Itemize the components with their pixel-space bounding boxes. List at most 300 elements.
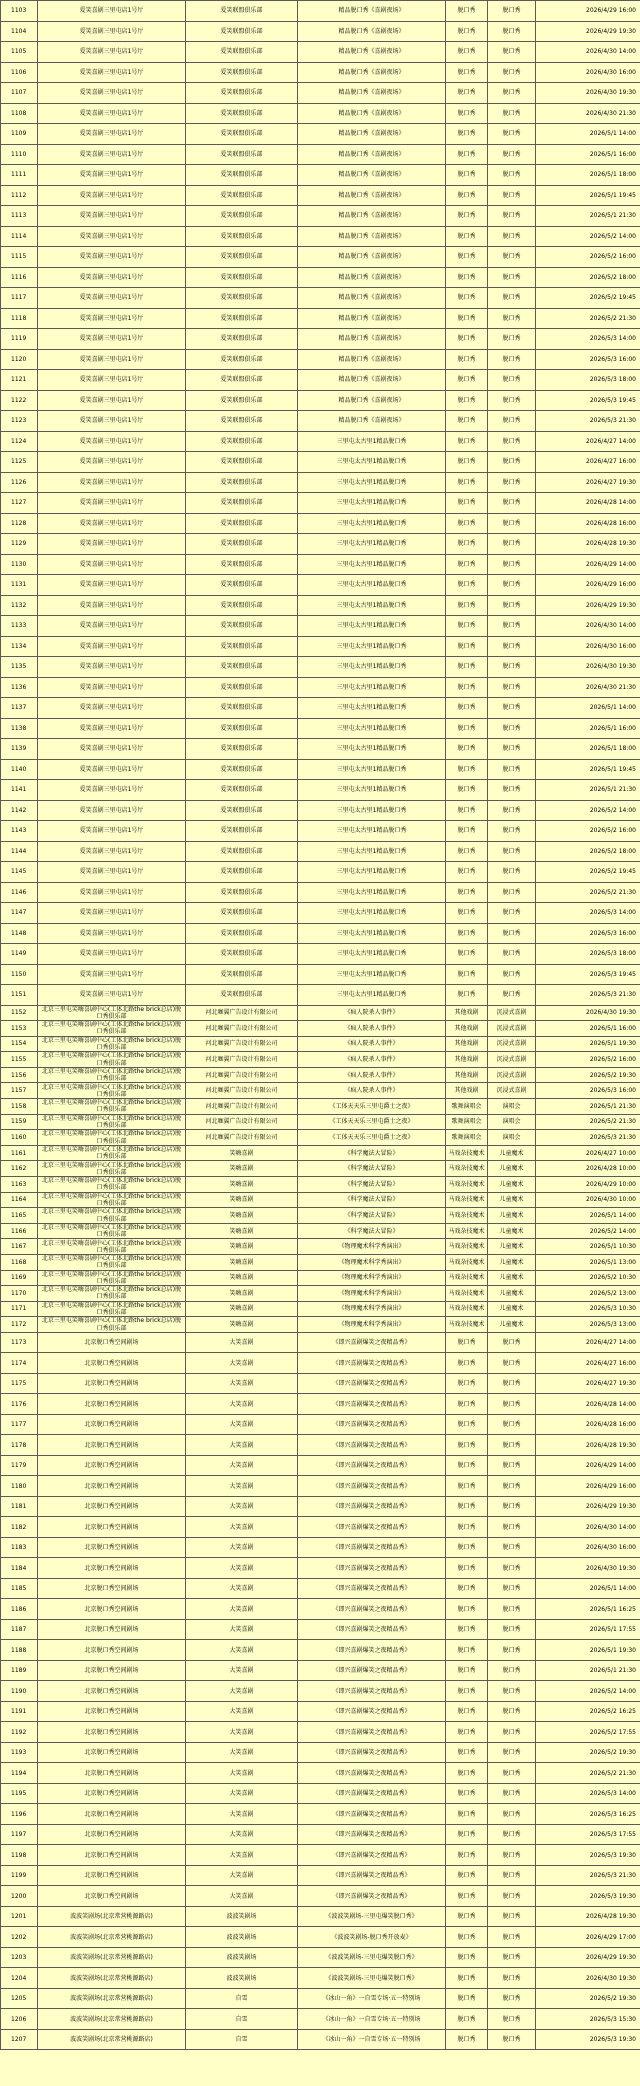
- show-time-cell: 2026/4/28 16:00: [536, 513, 640, 534]
- show-time-cell: 2026/5/3 10:30: [536, 1301, 640, 1317]
- show-title-cell: 精品脱口秀《喜剧夜场》: [298, 21, 446, 42]
- category-cell: 脱口秀: [446, 267, 488, 288]
- subcategory-cell: 脱口秀: [488, 1496, 536, 1517]
- row-id: 1123: [1, 411, 38, 432]
- table-row: [1, 1476, 640, 1497]
- organizer-cell: 大笑喜剧: [186, 1578, 298, 1599]
- show-time-cell: 2026/5/1 16:25: [536, 1599, 640, 1620]
- subcategory-cell: 儿童魔术: [488, 1255, 536, 1271]
- row-id: 1193: [1, 1742, 38, 1763]
- row-id: 1145: [1, 862, 38, 883]
- show-title-cell: 《即兴喜剧爆笑之夜精品秀》: [298, 1824, 446, 1845]
- show-title-cell: 三里屯太古里1精品脱口秀: [298, 882, 446, 903]
- table-row: [1, 308, 640, 329]
- show-title-cell: 精品脱口秀《喜剧夜场》: [298, 411, 446, 432]
- venue-cell: 北京脱口秀空间剧场: [38, 1886, 186, 1907]
- venue-cell: 北京脱口秀空间剧场: [38, 1619, 186, 1640]
- show-title-cell: 《科学魔法大冒险》: [298, 1177, 446, 1193]
- show-time-cell: 2026/5/3 18:00: [536, 370, 640, 391]
- row-id: 1167: [1, 1239, 38, 1255]
- show-time-cell: 2026/5/1 10:30: [536, 1239, 640, 1255]
- venue-cell: 北京三里屯笑嗨喜剧中心(工体北路the brick总店)脱口秀俱乐部: [38, 1286, 186, 1302]
- show-title-cell: 精品脱口秀《喜剧夜场》: [298, 1, 446, 22]
- organizer-cell: 河北咖翼广告设计有限公司: [186, 1052, 298, 1068]
- category-cell: 脱口秀: [446, 1763, 488, 1784]
- show-title-cell: 三里屯太古里1精品脱口秀: [298, 534, 446, 555]
- show-time-cell: 2026/5/3 21:30: [536, 411, 640, 432]
- category-cell: 歌舞演唱会: [446, 1114, 488, 1130]
- subcategory-cell: 脱口秀: [488, 595, 536, 616]
- venue-cell: 北京三里屯笑嗨喜剧中心(工体北路the brick总店)脱口秀俱乐部: [38, 1255, 186, 1271]
- table-row: [1, 390, 640, 411]
- show-title-cell: 三里屯太古里1精品脱口秀: [298, 657, 446, 678]
- row-id: 1142: [1, 800, 38, 821]
- organizer-cell: 河北咖翼广告设计有限公司: [186, 1036, 298, 1052]
- organizer-cell: 爱笑联盟俱乐部: [186, 247, 298, 268]
- show-title-cell: 三里屯太古里1精品脱口秀: [298, 739, 446, 760]
- table-row: [1, 718, 640, 739]
- show-time-cell: 2026/5/1 19:30: [536, 1640, 640, 1661]
- row-id: 1140: [1, 759, 38, 780]
- organizer-cell: 大笑喜剧: [186, 1414, 298, 1435]
- table-row: [1, 841, 640, 862]
- table-row: [1, 1239, 640, 1255]
- row-id: 1104: [1, 21, 38, 42]
- show-time-cell: 2026/5/3 19:45: [536, 964, 640, 985]
- show-title-cell: 精品脱口秀《喜剧夜场》: [298, 206, 446, 227]
- row-id: 1155: [1, 1052, 38, 1068]
- subcategory-cell: 脱口秀: [488, 821, 536, 842]
- show-title-cell: 精品脱口秀《喜剧夜场》: [298, 42, 446, 63]
- subcategory-cell: 脱口秀: [488, 1476, 536, 1497]
- show-title-cell: 《即兴喜剧爆笑之夜精品秀》: [298, 1763, 446, 1784]
- show-time-cell: 2026/5/3 19:30: [536, 1845, 640, 1866]
- show-time-cell: 2026/5/3 21:30: [536, 985, 640, 1006]
- table-row: [1, 1783, 640, 1804]
- show-time-cell: 2026/5/2 19:45: [536, 862, 640, 883]
- show-title-cell: 《物理魔术科学秀演出》: [298, 1270, 446, 1286]
- venue-cell: 波波笑剧场(北京常营桃源路店): [38, 2009, 186, 2030]
- show-title-cell: 《疯人院杀人事件》: [298, 1067, 446, 1083]
- venue-cell: 爱笑喜剧三里屯店1号厅: [38, 677, 186, 698]
- show-time-cell: 2026/5/2 21:30: [536, 308, 640, 329]
- venue-cell: 爱笑喜剧三里屯店1号厅: [38, 821, 186, 842]
- category-cell: 脱口秀: [446, 718, 488, 739]
- subcategory-cell: 脱口秀: [488, 1742, 536, 1763]
- organizer-cell: 爱笑联盟俱乐部: [186, 206, 298, 227]
- subcategory-cell: 沉浸式喜剧: [488, 1067, 536, 1083]
- category-cell: 脱口秀: [446, 83, 488, 104]
- show-title-cell: 《即兴喜剧爆笑之夜精品秀》: [298, 1865, 446, 1886]
- row-id: 1150: [1, 964, 38, 985]
- organizer-cell: 自雪: [186, 1988, 298, 2009]
- row-id: 1125: [1, 452, 38, 473]
- show-time-cell: 2026/5/1 14:00: [536, 698, 640, 719]
- category-cell: 其他戏剧: [446, 1005, 488, 1021]
- show-title-cell: 《即兴喜剧爆笑之夜精品秀》: [298, 1619, 446, 1640]
- row-id: 1171: [1, 1301, 38, 1317]
- row-id: 1169: [1, 1270, 38, 1286]
- venue-cell: 爱笑喜剧三里屯店1号厅: [38, 739, 186, 760]
- organizer-cell: 大笑喜剧: [186, 1783, 298, 1804]
- show-title-cell: 三里屯太古里1精品脱口秀: [298, 800, 446, 821]
- subcategory-cell: 脱口秀: [488, 636, 536, 657]
- show-title-cell: 精品脱口秀《喜剧夜场》: [298, 370, 446, 391]
- subcategory-cell: 脱口秀: [488, 862, 536, 883]
- show-time-cell: 2026/5/1 14:00: [536, 1578, 640, 1599]
- row-id: 1121: [1, 370, 38, 391]
- organizer-cell: 爱笑联盟俱乐部: [186, 923, 298, 944]
- show-title-cell: 《即兴喜剧爆笑之夜精品秀》: [298, 1804, 446, 1825]
- show-title-cell: 《科学魔法大冒险》: [298, 1145, 446, 1161]
- category-cell: 脱口秀: [446, 677, 488, 698]
- venue-cell: 爱笑喜剧三里屯店1号厅: [38, 124, 186, 145]
- row-id: 1170: [1, 1286, 38, 1302]
- venue-cell: 北京三里屯笑嗨喜剧中心(工体北路the brick总店)脱口秀俱乐部: [38, 1301, 186, 1317]
- subcategory-cell: 脱口秀: [488, 370, 536, 391]
- row-id: 1146: [1, 882, 38, 903]
- table-row: [1, 1824, 640, 1845]
- subcategory-cell: 沉浸式喜剧: [488, 1083, 536, 1099]
- show-title-cell: 《即兴喜剧爆笑之夜精品秀》: [298, 1886, 446, 1907]
- show-title-cell: 精品脱口秀《喜剧夜场》: [298, 247, 446, 268]
- organizer-cell: 河北咖翼广告设计有限公司: [186, 1099, 298, 1115]
- table-row: [1, 554, 640, 575]
- show-title-cell: 《即兴喜剧爆笑之夜精品秀》: [298, 1681, 446, 1702]
- row-id: 1152: [1, 1005, 38, 1021]
- venue-cell: 爱笑喜剧三里屯店1号厅: [38, 718, 186, 739]
- category-cell: 马戏杂技魔术: [446, 1255, 488, 1271]
- venue-cell: 北京脱口秀空间剧场: [38, 1578, 186, 1599]
- show-time-cell: 2026/4/28 14:00: [536, 493, 640, 514]
- organizer-cell: 爱笑联盟俱乐部: [186, 575, 298, 596]
- row-id: 1197: [1, 1824, 38, 1845]
- subcategory-cell: 脱口秀: [488, 185, 536, 206]
- row-id: 1206: [1, 2009, 38, 2030]
- show-title-cell: 《波波笑剧场-三里屯爆笑脱口秀》: [298, 1947, 446, 1968]
- show-time-cell: 2026/5/1 19:45: [536, 185, 640, 206]
- table-row: [1, 800, 640, 821]
- show-title-cell: 三里屯太古里1精品脱口秀: [298, 944, 446, 965]
- subcategory-cell: 儿童魔术: [488, 1223, 536, 1239]
- subcategory-cell: 脱口秀: [488, 1763, 536, 1784]
- show-title-cell: 三里屯太古里1精品脱口秀: [298, 718, 446, 739]
- show-title-cell: 《冰山一角》一自雪专场·五一特别场: [298, 2009, 446, 2030]
- subcategory-cell: 脱口秀: [488, 780, 536, 801]
- table-row: [1, 1517, 640, 1538]
- venue-cell: 爱笑喜剧三里屯店1号厅: [38, 144, 186, 165]
- row-id: 1201: [1, 1906, 38, 1927]
- venue-cell: 爱笑喜剧三里屯店1号厅: [38, 206, 186, 227]
- show-time-cell: 2026/4/30 10:00: [536, 1192, 640, 1208]
- subcategory-cell: 脱口秀: [488, 1455, 536, 1476]
- show-title-cell: 《即兴喜剧爆笑之夜精品秀》: [298, 1353, 446, 1374]
- show-time-cell: 2026/4/29 14:00: [536, 554, 640, 575]
- category-cell: 马戏杂技魔术: [446, 1192, 488, 1208]
- row-id: 1203: [1, 1947, 38, 1968]
- row-id: 1184: [1, 1558, 38, 1579]
- category-cell: 脱口秀: [446, 390, 488, 411]
- venue-cell: 爱笑喜剧三里屯店1号厅: [38, 759, 186, 780]
- row-id: 1124: [1, 431, 38, 452]
- table-row: [1, 493, 640, 514]
- show-title-cell: 精品脱口秀《喜剧夜场》: [298, 103, 446, 124]
- row-id: 1119: [1, 329, 38, 350]
- organizer-cell: 河北咖翼广告设计有限公司: [186, 1130, 298, 1146]
- row-id: 1116: [1, 267, 38, 288]
- table-row: [1, 1145, 640, 1161]
- show-title-cell: 《物理魔术科学秀演出》: [298, 1255, 446, 1271]
- organizer-cell: 大笑喜剧: [186, 1886, 298, 1907]
- show-time-cell: 2026/4/28 19:30: [536, 1906, 640, 1927]
- organizer-cell: 大笑喜剧: [186, 1332, 298, 1353]
- organizer-cell: 大笑喜剧: [186, 1824, 298, 1845]
- show-title-cell: 精品脱口秀《喜剧夜场》: [298, 62, 446, 83]
- category-cell: 马戏杂技魔术: [446, 1239, 488, 1255]
- table-row: [1, 165, 640, 186]
- subcategory-cell: 脱口秀: [488, 1, 536, 22]
- show-time-cell: 2026/5/2 16:00: [536, 821, 640, 842]
- category-cell: 马戏杂技魔术: [446, 1301, 488, 1317]
- category-cell: 脱口秀: [446, 903, 488, 924]
- table-row: [1, 1317, 640, 1333]
- organizer-cell: 波波笑剧场: [186, 1927, 298, 1948]
- show-time-cell: 2026/5/2 19:45: [536, 288, 640, 309]
- table-row: [1, 1988, 640, 2009]
- organizer-cell: 大笑喜剧: [186, 1599, 298, 1620]
- table-row: [1, 1099, 640, 1115]
- table-row: [1, 1021, 640, 1037]
- venue-cell: 爱笑喜剧三里屯店1号厅: [38, 431, 186, 452]
- venue-cell: 北京三里屯笑嗨喜剧中心(工体北路the brick总店)脱口秀俱乐部: [38, 1052, 186, 1068]
- table-row: [1, 1394, 640, 1415]
- show-time-cell: 2026/5/1 17:55: [536, 1619, 640, 1640]
- table-row: [1, 431, 640, 452]
- subcategory-cell: 脱口秀: [488, 267, 536, 288]
- category-cell: 脱口秀: [446, 739, 488, 760]
- organizer-cell: 爱笑联盟俱乐部: [186, 452, 298, 473]
- show-title-cell: 《即兴喜剧爆笑之夜精品秀》: [298, 1722, 446, 1743]
- category-cell: 脱口秀: [446, 1640, 488, 1661]
- show-title-cell: 精品脱口秀《喜剧夜场》: [298, 144, 446, 165]
- subcategory-cell: 脱口秀: [488, 1332, 536, 1353]
- organizer-cell: 大笑喜剧: [186, 1619, 298, 1640]
- venue-cell: 爱笑喜剧三里屯店1号厅: [38, 226, 186, 247]
- category-cell: 马戏杂技魔术: [446, 1161, 488, 1177]
- show-title-cell: 《即兴喜剧爆笑之夜精品秀》: [298, 1578, 446, 1599]
- venue-cell: 爱笑喜剧三里屯店1号厅: [38, 370, 186, 391]
- category-cell: 马戏杂技魔术: [446, 1270, 488, 1286]
- venue-cell: 爱笑喜剧三里屯店1号厅: [38, 390, 186, 411]
- venue-cell: 波波笑剧场(北京常营桃源路店): [38, 1906, 186, 1927]
- show-time-cell: 2026/4/29 19:30: [536, 1496, 640, 1517]
- show-title-cell: 《即兴喜剧爆笑之夜精品秀》: [298, 1783, 446, 1804]
- show-time-cell: 2026/5/2 17:55: [536, 1722, 640, 1743]
- show-time-cell: 2026/4/30 16:00: [536, 1537, 640, 1558]
- venue-cell: 北京脱口秀空间剧场: [38, 1332, 186, 1353]
- organizer-cell: 爱笑联盟俱乐部: [186, 288, 298, 309]
- category-cell: 脱口秀: [446, 124, 488, 145]
- organizer-cell: 大笑喜剧: [186, 1373, 298, 1394]
- row-id: 1156: [1, 1067, 38, 1083]
- show-time-cell: 2026/5/2 14:00: [536, 800, 640, 821]
- subcategory-cell: 脱口秀: [488, 1824, 536, 1845]
- organizer-cell: 笑嗨喜剧: [186, 1145, 298, 1161]
- show-time-cell: 2026/5/2 16:00: [536, 1052, 640, 1068]
- table-row: [1, 1681, 640, 1702]
- row-id: 1157: [1, 1083, 38, 1099]
- subcategory-cell: 脱口秀: [488, 759, 536, 780]
- organizer-cell: 笑嗨喜剧: [186, 1317, 298, 1333]
- show-title-cell: 三里屯太古里1精品脱口秀: [298, 575, 446, 596]
- table-row: [1, 1845, 640, 1866]
- show-title-cell: 《科学魔法大冒险》: [298, 1208, 446, 1224]
- row-id: 1136: [1, 677, 38, 698]
- venue-cell: 爱笑喜剧三里屯店1号厅: [38, 472, 186, 493]
- show-time-cell: 2026/5/3 19:30: [536, 1886, 640, 1907]
- show-time-cell: 2026/5/1 16:00: [536, 718, 640, 739]
- row-id: 1117: [1, 288, 38, 309]
- row-id: 1107: [1, 83, 38, 104]
- row-id: 1139: [1, 739, 38, 760]
- show-time-cell: 2026/5/2 16:00: [536, 247, 640, 268]
- row-id: 1131: [1, 575, 38, 596]
- organizer-cell: 笑嗨喜剧: [186, 1161, 298, 1177]
- organizer-cell: 爱笑联盟俱乐部: [186, 349, 298, 370]
- subcategory-cell: 脱口秀: [488, 575, 536, 596]
- table-row: [1, 1763, 640, 1784]
- table-row: [1, 1701, 640, 1722]
- table-row: [1, 1208, 640, 1224]
- show-time-cell: 2026/4/29 16:00: [536, 1476, 640, 1497]
- organizer-cell: 河北咖翼广告设计有限公司: [186, 1067, 298, 1083]
- organizer-cell: 爱笑联盟俱乐部: [186, 1, 298, 22]
- organizer-cell: 爱笑联盟俱乐部: [186, 534, 298, 555]
- venue-cell: 北京三里屯笑嗨喜剧中心(工体北路the brick总店)脱口秀俱乐部: [38, 1130, 186, 1146]
- organizer-cell: 爱笑联盟俱乐部: [186, 390, 298, 411]
- category-cell: 脱口秀: [446, 308, 488, 329]
- venue-cell: 北京三里屯笑嗨喜剧中心(工体北路the brick总店)脱口秀俱乐部: [38, 1114, 186, 1130]
- venue-cell: 爱笑喜剧三里屯店1号厅: [38, 83, 186, 104]
- category-cell: 脱口秀: [446, 493, 488, 514]
- organizer-cell: 自雪: [186, 2009, 298, 2030]
- subcategory-cell: 脱口秀: [488, 1845, 536, 1866]
- row-id: 1159: [1, 1114, 38, 1130]
- row-id: 1118: [1, 308, 38, 329]
- table-row: [1, 2029, 640, 2050]
- show-time-cell: 2026/4/27 19:30: [536, 1373, 640, 1394]
- category-cell: 马戏杂技魔术: [446, 1208, 488, 1224]
- subcategory-cell: 脱口秀: [488, 1681, 536, 1702]
- venue-cell: 爱笑喜剧三里屯店1号厅: [38, 657, 186, 678]
- row-id: 1195: [1, 1783, 38, 1804]
- category-cell: 脱口秀: [446, 698, 488, 719]
- venue-cell: 爱笑喜剧三里屯店1号厅: [38, 103, 186, 124]
- organizer-cell: 爱笑联盟俱乐部: [186, 472, 298, 493]
- venue-cell: 北京脱口秀空间剧场: [38, 1783, 186, 1804]
- venue-cell: 爱笑喜剧三里屯店1号厅: [38, 575, 186, 596]
- organizer-cell: 笑嗨喜剧: [186, 1208, 298, 1224]
- table-row: [1, 267, 640, 288]
- organizer-cell: 爱笑联盟俱乐部: [186, 370, 298, 391]
- category-cell: 脱口秀: [446, 759, 488, 780]
- subcategory-cell: 脱口秀: [488, 206, 536, 227]
- show-time-cell: 2026/5/1 21:30: [536, 780, 640, 801]
- venue-cell: 北京三里屯笑嗨喜剧中心(工体北路the brick总店)脱口秀俱乐部: [38, 1036, 186, 1052]
- table-row: [1, 780, 640, 801]
- row-id: 1149: [1, 944, 38, 965]
- show-title-cell: 三里屯太古里1精品脱口秀: [298, 431, 446, 452]
- show-time-cell: 2026/4/30 16:00: [536, 636, 640, 657]
- show-time-cell: 2026/5/2 10:30: [536, 1270, 640, 1286]
- table-row: [1, 1865, 640, 1886]
- venue-cell: 北京三里屯笑嗨喜剧中心(工体北路the brick总店)脱口秀俱乐部: [38, 1021, 186, 1037]
- table-row: [1, 370, 640, 391]
- venue-cell: 波波笑剧场(北京常营桃源路店): [38, 1947, 186, 1968]
- organizer-cell: 大笑喜剧: [186, 1558, 298, 1579]
- show-title-cell: 精品脱口秀《喜剧夜场》: [298, 288, 446, 309]
- show-title-cell: 三里屯太古里1精品脱口秀: [298, 493, 446, 514]
- row-id: 1166: [1, 1223, 38, 1239]
- show-title-cell: 《工体天天乐三里屯爵士之夜》: [298, 1130, 446, 1146]
- organizer-cell: 爱笑联盟俱乐部: [186, 513, 298, 534]
- subcategory-cell: 脱口秀: [488, 554, 536, 575]
- show-time-cell: 2026/5/3 16:00: [536, 1083, 640, 1099]
- row-id: 1138: [1, 718, 38, 739]
- organizer-cell: 大笑喜剧: [186, 1681, 298, 1702]
- venue-cell: 爱笑喜剧三里屯店1号厅: [38, 288, 186, 309]
- venue-cell: 爱笑喜剧三里屯店1号厅: [38, 698, 186, 719]
- show-title-cell: 三里屯太古里1精品脱口秀: [298, 759, 446, 780]
- table-row: [1, 42, 640, 63]
- table-row: [1, 1496, 640, 1517]
- show-title-cell: 《科学魔法大冒险》: [298, 1192, 446, 1208]
- table-row: [1, 575, 640, 596]
- organizer-cell: 大笑喜剧: [186, 1763, 298, 1784]
- table-row: [1, 985, 640, 1006]
- show-title-cell: 精品脱口秀《喜剧夜场》: [298, 124, 446, 145]
- show-title-cell: 三里屯太古里1精品脱口秀: [298, 903, 446, 924]
- organizer-cell: 笑嗨喜剧: [186, 1270, 298, 1286]
- subcategory-cell: 脱口秀: [488, 329, 536, 350]
- table-row: [1, 759, 640, 780]
- show-time-cell: 2026/5/1 21:30: [536, 206, 640, 227]
- show-time-cell: 2026/4/27 14:00: [536, 1332, 640, 1353]
- show-title-cell: 《波波笑剧场-三里屯爆笑脱口秀》: [298, 1968, 446, 1989]
- show-time-cell: 2026/4/30 21:30: [536, 677, 640, 698]
- subcategory-cell: 脱口秀: [488, 1517, 536, 1538]
- organizer-cell: 大笑喜剧: [186, 1435, 298, 1456]
- show-title-cell: 《即兴喜剧爆笑之夜精品秀》: [298, 1701, 446, 1722]
- subcategory-cell: 脱口秀: [488, 841, 536, 862]
- category-cell: 脱口秀: [446, 1681, 488, 1702]
- subcategory-cell: 脱口秀: [488, 1353, 536, 1374]
- subcategory-cell: 脱口秀: [488, 1537, 536, 1558]
- category-cell: 其他戏剧: [446, 1021, 488, 1037]
- venue-cell: 爱笑喜剧三里屯店1号厅: [38, 616, 186, 637]
- row-id: 1198: [1, 1845, 38, 1866]
- show-title-cell: 《即兴喜剧爆笑之夜精品秀》: [298, 1435, 446, 1456]
- organizer-cell: 大笑喜剧: [186, 1804, 298, 1825]
- show-time-cell: 2026/5/3 19:45: [536, 390, 640, 411]
- organizer-cell: 大笑喜剧: [186, 1496, 298, 1517]
- table-row: [1, 1223, 640, 1239]
- subcategory-cell: 沉浸式喜剧: [488, 1052, 536, 1068]
- table-row: [1, 1927, 640, 1948]
- table-row: [1, 1599, 640, 1620]
- table-row: [1, 636, 640, 657]
- show-time-cell: 2026/5/3 16:25: [536, 1804, 640, 1825]
